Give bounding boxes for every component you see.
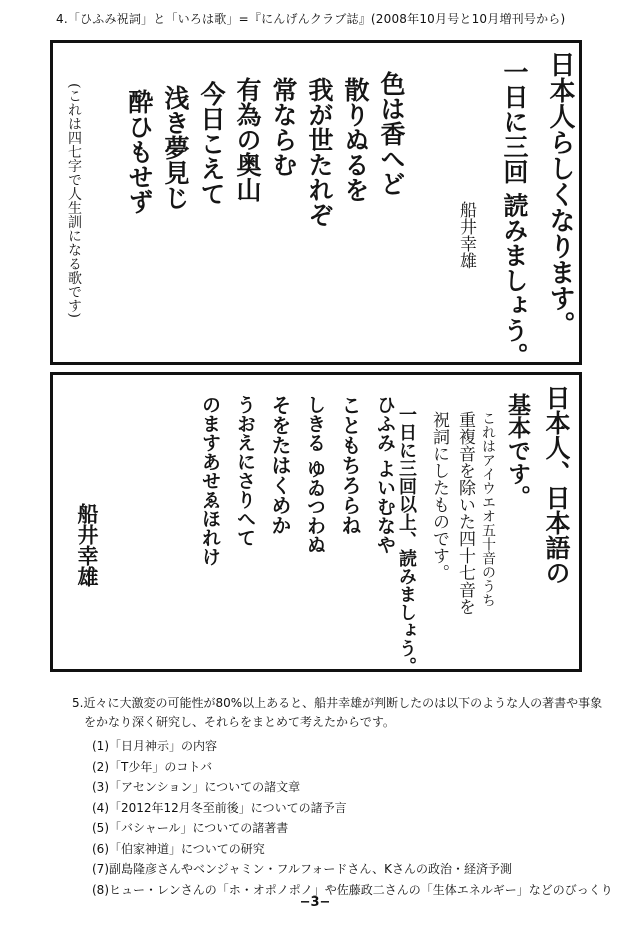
panel2-note-column-1: これはアイウエオ五十音のうち xyxy=(480,411,496,607)
iroha-poem-panel xyxy=(50,40,582,368)
hifumi-line-5: うおえにさりへて xyxy=(234,395,256,547)
hifumi-norito-panel xyxy=(50,372,582,675)
hifumi-line-4: そをたはくめか xyxy=(268,395,292,535)
list-item: (2)「T少年」のコトバ xyxy=(92,759,213,774)
section-4-heading: 4.「ひふみ祝詞」と「いろは歌」=『にんげんクラブ誌』(2008年10月号と10月増刊号から) xyxy=(56,12,566,26)
iroha-line-8: 酔ひもせず xyxy=(125,89,154,214)
research-sources-list xyxy=(72,736,612,900)
list-item: (3)「アセンション」についての諸文章 xyxy=(92,780,301,794)
panel1-title-column: 日本人らしくなります。 xyxy=(545,51,575,337)
iroha-line-4: 常ならむ xyxy=(269,77,298,177)
panel1-signature: 船井幸雄 xyxy=(456,201,476,269)
section-5-line-2: をかなり深く研究し、それらをまとめて考えたからです。 xyxy=(84,715,395,729)
hifumi-line-6: のますあせゑほれけ xyxy=(199,395,221,566)
list-item: (8)ヒュー・レンさんの「ホ・オポノポノ」や佐藤政二さんの「生体エネルギー」などのびっくり xyxy=(92,882,613,897)
hifumi-line-3: しきる ゆゐつわぬ xyxy=(304,395,326,554)
section-5 xyxy=(72,694,612,900)
panel2-note-column-3: 祝詞にしたものです。 xyxy=(429,411,449,581)
iroha-line-1: 色は香へど xyxy=(377,71,406,196)
panel2-note-column-2: 重複音を除いた四十七音を xyxy=(455,411,475,615)
panel1-instruction-column: 一日に三回 読みましょう。 xyxy=(500,59,529,368)
section-5-line-1: 5.近々に大激変の可能性が80%以上あると、船井幸雄が判断したのは以下のような人の著書や事象 xyxy=(72,696,603,710)
list-item: (5)「バシャール」についての諸著書 xyxy=(92,821,289,835)
hifumi-line-2: こともちろらね xyxy=(338,395,362,535)
list-item: (7)副島隆彦さんやベンジャミン・フルフォードさん、Kさんの政治・経済予測 xyxy=(92,862,512,876)
panel1-note-column: (これは四七字で人生訓になる歌です) xyxy=(66,83,82,318)
panel2-signature: 船井幸雄 xyxy=(75,503,100,587)
list-item: (6)「伯家神道」についての研究 xyxy=(92,841,265,856)
iroha-line-5: 有為の奥山 xyxy=(233,77,262,202)
list-item: (4)「2012年12月冬至前後」についての諸予言 xyxy=(92,800,347,815)
panel2-title-column-2: 基本です。 xyxy=(504,393,531,508)
panel2-title-column-1: 日本人、日本語の xyxy=(542,385,571,585)
iroha-line-6: 今日こえて xyxy=(197,81,226,206)
iroha-line-7: 浅き夢見じ xyxy=(161,85,190,210)
page-number: −3− xyxy=(299,895,331,910)
iroha-line-3: 我が世たれぞ xyxy=(305,77,334,227)
hifumi-line-1: ひふみ よいむなや xyxy=(374,395,396,554)
panel2-instruction-column: 一日に三回以上、読みましょう。 xyxy=(396,405,417,675)
iroha-line-2: 散りぬるを xyxy=(341,77,370,202)
list-item: (1)「日月神示」の内容 xyxy=(92,739,217,753)
